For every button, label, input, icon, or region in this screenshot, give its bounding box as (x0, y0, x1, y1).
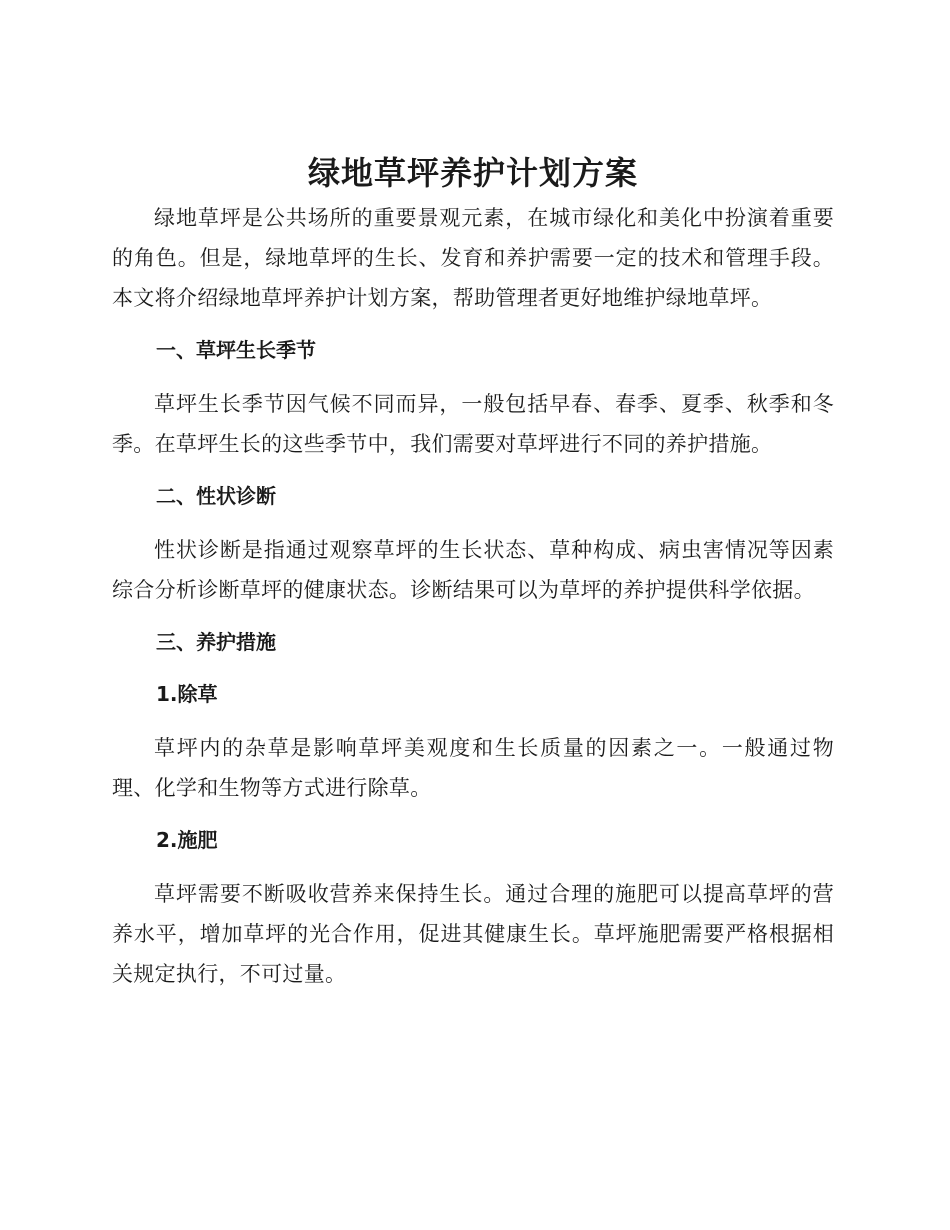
subsection-body-fertilizing: 草坪需要不断吸收营养来保持生长。通过合理的施肥可以提高草坪的营养水平，增加草坪的光合作用，促进其健康生长。草坪施肥需要严格根据相关规定执行，不可过量。 (112, 882, 834, 986)
section-heading-maintenance: 三、养护措施 (156, 630, 276, 654)
document-title: 绿地草坪养护计划方案 (307, 154, 638, 192)
intro-paragraph: 绿地草坪是公共场所的重要景观元素，在城市绿化和美化中扮演着重要的角色。但是，绿地草坪的生长、发育和养护需要一定的技术和管理手段。本文将介绍绿地草坪养护计划方案，帮助管理者更好地维护绿地草坪。 (112, 206, 834, 310)
subsection-heading-weeding: 1.除草 (156, 682, 218, 706)
section-body-diagnosis: 性状诊断是指通过观察草坪的生长状态、草种构成、病虫害情况等因素综合分析诊断草坪的健康状态。诊断结果可以为草坪的养护提供科学依据。 (112, 538, 834, 602)
subsection-heading-fertilizing: 2.施肥 (156, 828, 218, 852)
section-heading-growth-season: 一、草坪生长季节 (156, 338, 316, 362)
section-body-growth-season: 草坪生长季节因气候不同而异，一般包括早春、春季、夏季、秋季和冬季。在草坪生长的这些季节中，我们需要对草坪进行不同的养护措施。 (112, 392, 834, 456)
subsection-body-weeding: 草坪内的杂草是影响草坪美观度和生长质量的因素之一。一般通过物理、化学和生物等方式进行除草。 (112, 736, 834, 800)
document-page (112, 148, 834, 994)
section-heading-diagnosis: 二、性状诊断 (156, 484, 276, 508)
